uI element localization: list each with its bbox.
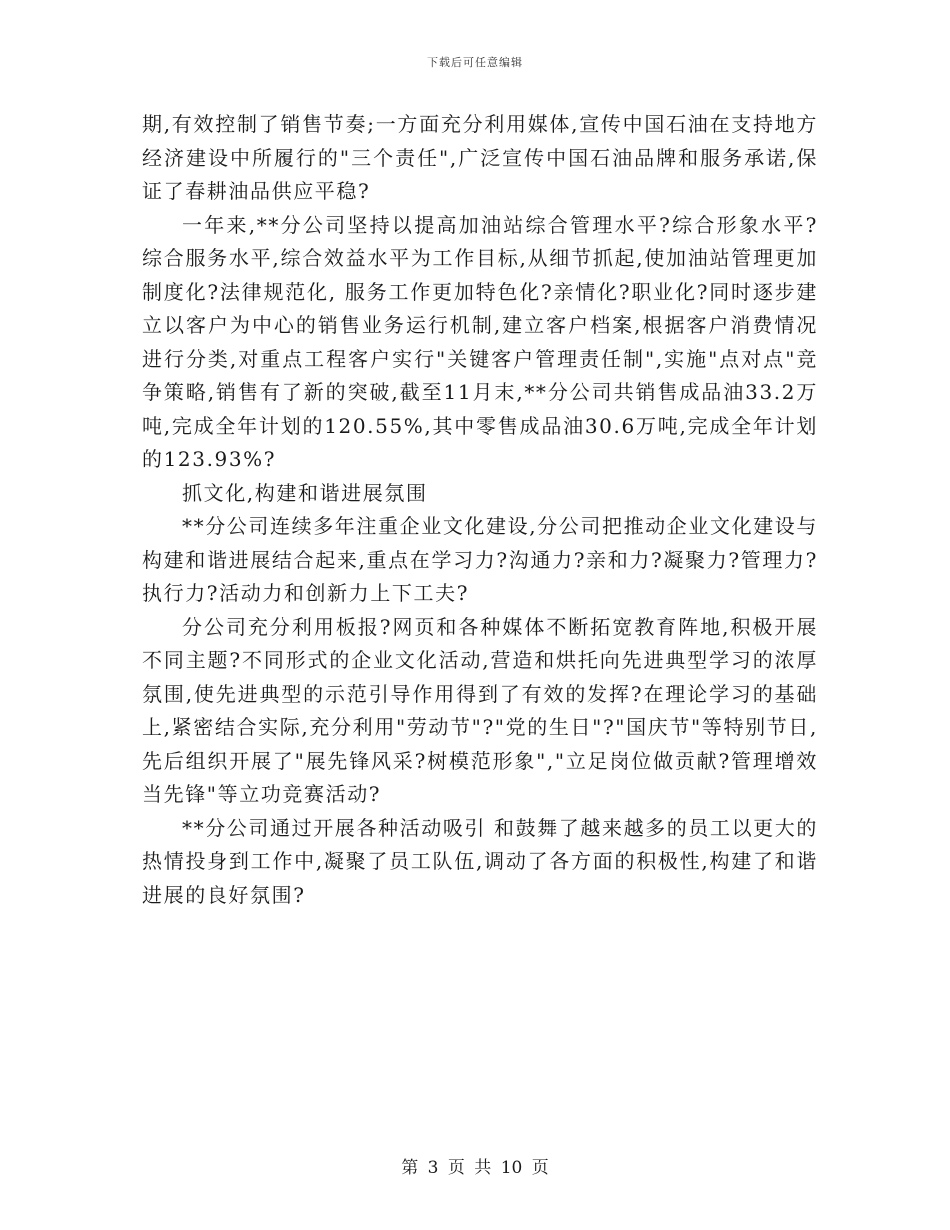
paragraph-1: 期,有效控制了销售节奏;一方面充分利用媒体,宣传中国石油在支持地方经济建设中所履行的"三个责任",广泛宣传中国石油品牌和服务承诺,保证了春耕油品供应平稳? (142, 112, 818, 203)
paragraph-5: **分公司通过开展各种活动吸引 和鼓舞了越来越多的员工以更大的热情投身到工作中,凝聚了员工队伍,调动了各方面的积极性,构建了和谐进展的良好氛围? (142, 815, 818, 907)
page-number-footer: 第 3 页 共 10 页 (401, 1158, 549, 1178)
paragraph-3: **分公司连续多年注重企业文化建设,分公司把推动企业文化建设与构建和谐进展结合起来,重点在学习力?沟通力?亲和力?凝聚力?管理力?执行力?活动力和创新力上下工夫? (142, 514, 818, 605)
section-heading: 抓文化,构建和谐进展氛围 (182, 480, 428, 505)
paragraph-2: 一年来,**分公司坚持以提高加油站综合管理水平?综合形象水平?综合服务水平,综合效益水平为工作目标,从细节抓起,使加油站管理更加制度化?法律规范化, 服务工作更加特色化?亲情化?职业化?同时逐步建立以客户为中心的销售业务运行机制,建立客户档案,根据客户消费情况进行分类,对重点工程客户实行"关键客户管理责任制",实施"点对点"竞争策略,销售有了新的突破,截至11月末,**分公司共销售成品油33.2万吨,完成全年计划的120.55%,其中零售成品油30.6万吨,完成全年计划的123.93%? (142, 212, 818, 471)
paragraph-4: 分公司充分利用板报?网页和各种媒体不断拓宽教育阵地,积极开展不同主题?不同形式的企业文化活动,营造和烘托向先进典型学习的浓厚氛围,使先进典型的示范引导作用得到了有效的发挥?在理论学习的基础上,紧密结合实际,充分利用"劳动节"?"党的生日"?"国庆节"等特别节日,先后组织开展了"展先锋风采?树模范形象","立足岗位做贡献?管理增效当先锋"等立功竞赛活动? (142, 614, 818, 806)
page-header: 下载后可任意编辑 (427, 56, 523, 69)
document-body (142, 108, 818, 912)
